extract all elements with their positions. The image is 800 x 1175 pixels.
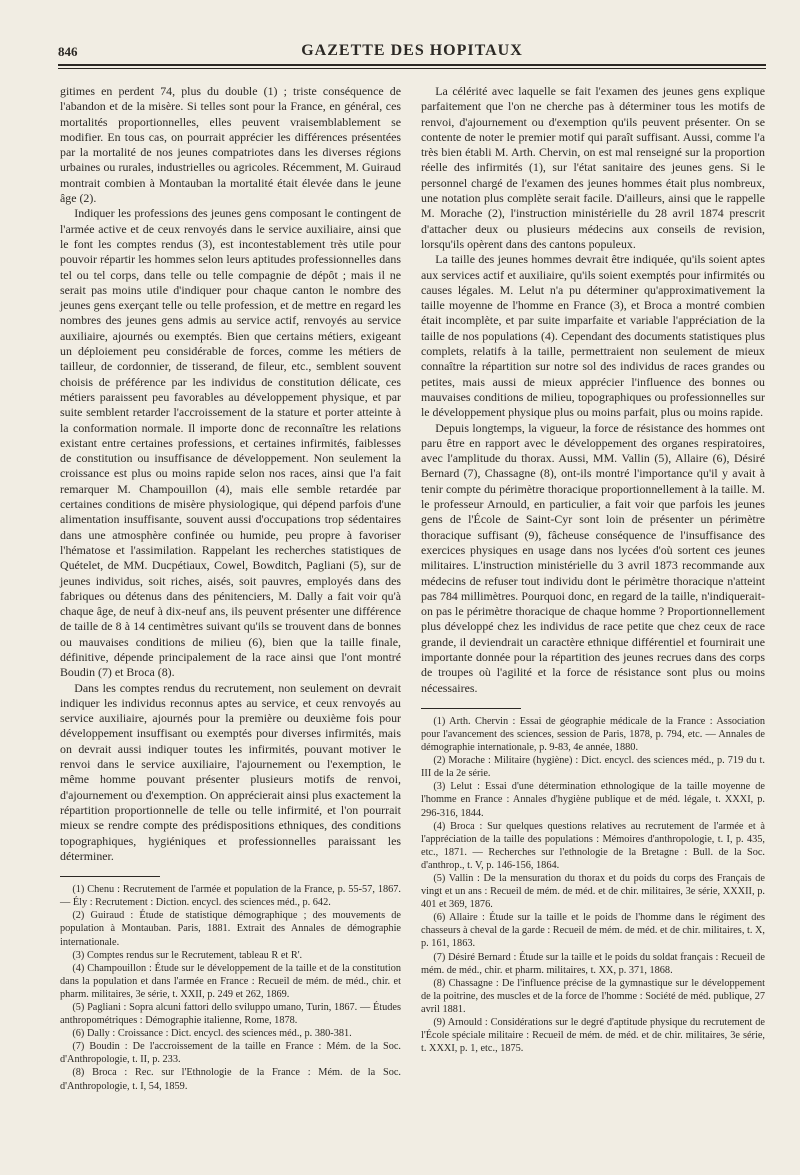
paragraph: gitimes en perdent 74, plus du double (1) ; triste conséquence de l'abandon et de la misère. Si telles sont pour la France, en général, ces mortalités proportionnelles, elles peuvent vraisemblablement se modifier. En tous cas, on pourrait apprécier les différences présentées par la mortalité de nos jeunes compatriotes dans les diverses régions urbaines ou rurales, industrielles ou agricoles. Récemment, M. Guiraud montrait combien à Montauban la mortalité était élevée dans le jeune âge (2). [60,84,401,206]
footnote: (2) Guiraud : Étude de statistique démographique ; des mouvements de population à Montauban. Paris, 1881. Extrait des Annales de démographie internationale. [60,910,401,948]
footnote: (2) Morache : Militaire (hygiène) : Dict. encycl. des sciences méd., p. 719 du t. III de la 2e série. [421,755,765,780]
header-rule-thick [58,64,766,66]
footnote: (9) Arnould : Considérations sur le degré d'aptitude physique du recrutement de l'École spéciale militaire : Recueil de mém. de méd. et de chir. militaires, 3e série, t. XXXI, p. 1, etc., 1875. [421,1017,765,1055]
paragraph: La célérité avec laquelle se fait l'examen des jeunes gens explique parfaitement que l'on ne cherche pas à déterminer tous les motifs de renvoi, d'ajournement ou d'exemption qu'ils peuvent présenter. On se contente de noter le premier motif qui paraît suffisant. Aussi, comme l'a très bien établi M. Arth. Chervin, on est mal renseigné sur la proportion réelle des infirmités (1), sur l'état sanitaire des jeunes gens. Si le personnel chargé de l'examen des jeunes hommes était plus nombreux, une notation plus complète serait facile. D'ailleurs, ainsi que le rappelle M. Morache (2), l'instruction ministérielle du 28 avril 1874 prescrit d'attacher deux ou plusieurs médecins aux conseils de revision, lorsqu'ils opèrent dans des cantons populeux. [421,84,765,251]
header-rule-thin [58,68,766,69]
footnote: (4) Champouillon : Étude sur le développement de la taille et de la constitution dans la population et dans l'armée en France : Recueil de mém. de méd., chir. et pharm. militaires, 3e série, t. XXII, p. 249 et 262, 1869. [60,962,401,1000]
footnote: (6) Dally : Croissance : Dict. encycl. des sciences méd., p. 380-381. [72,1028,352,1040]
paragraph: La taille des jeunes hommes devrait être indiquée, qu'ils soient aptes aux services actif et auxiliaire, qu'ils soient exemptés pour infirmités ou causes légales. M. Lelut n'a pu déterminer qu'approximativement la taille moyenne de l'homme en France (3), et Broca a montré combien était incomplète, et par suite imparfaite et variable l'appréciation de la taille de nos populations (4). Cependant des documents statistiques plus complets, relatifs à la taille, permettraient non seulement de mieux connaître la répartition sur notre sol des individus de races grandes ou petites, mais aussi de mieux apprécier l'influence des bonnes ou mauvaises conditions de milieu, topographiques ou professionnelles sur le développement physique plus ou moins parfait, plus ou moins rapide. [421,252,765,420]
footnote: (3) Lelut : Essai d'une détermination ethnologique de la taille moyenne de l'homme en France : Annales d'hygiène publique et de méd. légale, t. XXXI, p. 296-316, 1844. [421,781,765,819]
right-column [421,84,765,1055]
page-number: 846 [58,44,78,59]
paragraph: Dans les comptes rendus du recrutement, non seulement on devrait indiquer les individus reconnus aptes au service, et ceux renvoyés au service auxiliaire, ajournés pour la première ou deuxième fois pour développement insuffisant ou exemptés pour diverses infirmités, mais on devrait aussi indiquer toutes les infirmités, pouvant motiver le renvoi dans le service auxiliaire, l'ajournement ou l'exemption, le même homme pouvant présenter plusieurs motifs de renvoi, d'ajournement ou d'exemption. On apprécierait ainsi plus exactement la répartition proportionnelle de telle ou telle infirmité, et l'on pourrait mieux se rendre compte des prédispositions ethniques, des conditions topographiques, hygiéniques et professionnelles paraissant les déterminer. [60,680,401,863]
journal-title: GAZETTE DES HOPITAUX [301,42,523,59]
footnote: (8) Chassagne : De l'influence précise de la gymnastique sur le développement de la poitrine, des muscles et de la force de l'homme : Société de méd. publique, 27 avril 1881. [421,977,765,1015]
footnote: (6) Allaire : Étude sur la taille et le poids de l'homme dans le régiment des chasseurs à cheval de la garde : Recueil de mém. de méd. et de chir. militaires, t. X, p. 161, 1863. [421,912,765,950]
footnote: (1) Chenu : Recrutement de l'armée et population de la France, p. 55-57, 1867. — Ély : Recrutement : Diction. encycl. des sciences méd., p. 642. [60,884,401,909]
footnote: (8) Broca : Rec. sur l'Ethnologie de la France : Mém. de la Soc. d'Anthropologie, t. I, 54, 1859. [60,1067,401,1092]
footnote: (1) Arth. Chervin : Essai de géographie médicale de la France : Association pour l'avancement des sciences, session de Paris, 1878, p. 794, etc. — Annales de démographie internationale, p. 9-83, 4e année, 1880. [421,715,765,754]
footnote-separator [60,876,160,877]
footnote: (4) Broca : Sur quelques questions relatives au recrutement de l'armée et à l'appréciation de la taille des populations : Mémoires d'anthropologie, t. I, p. 435, etc., 1871. — Recherches sur l'ethnologie de la Bretagne : Bull. de la Soc. d'anthrop., t. V, p. 146-156, 1864. [421,820,765,871]
footnote: (7) Désiré Bernard : Étude sur la taille et le poids du soldat français : Recueil de mém. de méd., chir. et pharm. militaires, t. XX, p. 371, 1868. [421,951,765,976]
footnote: (7) Boudin : De l'accroissement de la taille en France : Mém. de la Soc. d'Anthropologie, t. II, p. 233. [60,1041,401,1066]
footnote-separator [421,708,521,709]
footnote: (3) Comptes rendus sur le Recrutement, tableau R et R'. [72,949,303,961]
paragraph: Depuis longtemps, la vigueur, la force de résistance des hommes ont paru être en rapport avec le développement des organes respiratoires, avec l'amplitude du thorax. Aussi, MM. Vallin (5), Allaire (6), Désiré Bernard (7), Chassagne (8), ont-ils montré l'importance qu'il y avait à tenir compte du périmètre thoracique proportionnellement à la taille. M. le professeur Arnould, en particulier, a fait voir que parfois les jeunes gens de l'École de Saint-Cyr sont loin de présenter un périmètre thoracique suffisant (9), fâcheuse conséquence de l'insuffisance des exercices physiques en usage dans nos lycées d'où sortent ces jeunes militaires. L'instruction ministérielle du 3 avril 1873 recommande aux médecins de refuser tout individu dont le périmètre thoracique n'atteint pas 784 millimètres. Pourquoi donc, en regard de la taille, n'indiquerait-on pas le périmètre thoracique de chaque homme ? Proportionnellement plus développé chez les individus de race petite que chez ceux de race grande, il deviendrait un caractère ethnique différentiel et fournirait une importante donnée pour la répartition des jeunes recrues dans des corps de troupes où l'agilité et la force de résistance sont plus ou moins nécessaires. [421,420,765,695]
paragraph: Indiquer les professions des jeunes gens composant le contingent de l'armée active et de ceux renvoyés dans le service auxiliaire, ainsi que le font les comptes rendus (3), est incontestablement très utile pour pouvoir répartir les hommes selon leurs aptitudes professionnelles dans tel ou tel corps, dans telle ou telle compagnie de dépôt ; mais il ne serait pas moins utile d'indiquer pour chaque canton le nombre des jeunes gens exerçant telle ou telle profession, et de mettre en regard les nombres des jeunes gens admis au service actif, renvoyés au service auxiliaire, ajournés ou exemptés. Bien que certains métiers, exigeant un déploiement peu considérable de forces, comme les métiers de tailleur, de cordonnier, de tisserand, de fileur, etc., semblent souvent choisis de préférence par les individus de constitution délicate, ces métiers paraissent peu favorables au développement physique, et par suite semblent retarder l'accroissement de la stature et porter atteinte à la conformation normale. Il importe donc de reconnaître les relations existant entre certaines professions, et certaines infirmités, faiblesses de constitution ou insuffisance de développement. Non seulement la croissance est plus ou moins rapide selon nos races, ainsi que l'a fait remarquer M. Champouillon (4), mais elle semble retardée par certaines conditions de misère physiologique, qui dépend parfois d'une alimentation insuffisante, souvent aussi d'occupations trop sédentaires dans une atmosphère confinée ou humide, peu propre à favoriser l'hématose et l'assimilation. Rappelant les recherches statistiques de Quételet, de MM. Ducpétiaux, Cowel, Bowditch, Pagliani (5), sur de jeunes individus, soit riches, aisés, soit pauvres, employés dans des fabriques ou détenus dans des pénitenciers, M. Dally a fait voir qu'à chaque âge, de neuf à dix-neuf ans, ils peuvent présenter une différence de taille de 8 à 14 centimètres suivant qu'ils se trouvent dans de bonnes ou mauvaises conditions de milieu (6), bien que la taille finale, définitive, dépende principalement de la race ainsi que l'ont montré Boudin (7) et Broca (8). [60,206,401,680]
footnote: (5) Vallin : De la mensuration du thorax et du poids du corps des Français de vingt et un ans : Recueil de mém. de méd. et de chir. militaires, 3e série, XXXII, p. 401 et 369, 1876. [421,873,765,911]
page-header [58,42,766,66]
footnote: (5) Pagliani : Sopra alcuni fattori dello sviluppo umano, Turin, 1867. — Études anthropométriques : Démographie italienne, Rome, 1878. [60,1001,401,1027]
left-column [60,84,401,1093]
